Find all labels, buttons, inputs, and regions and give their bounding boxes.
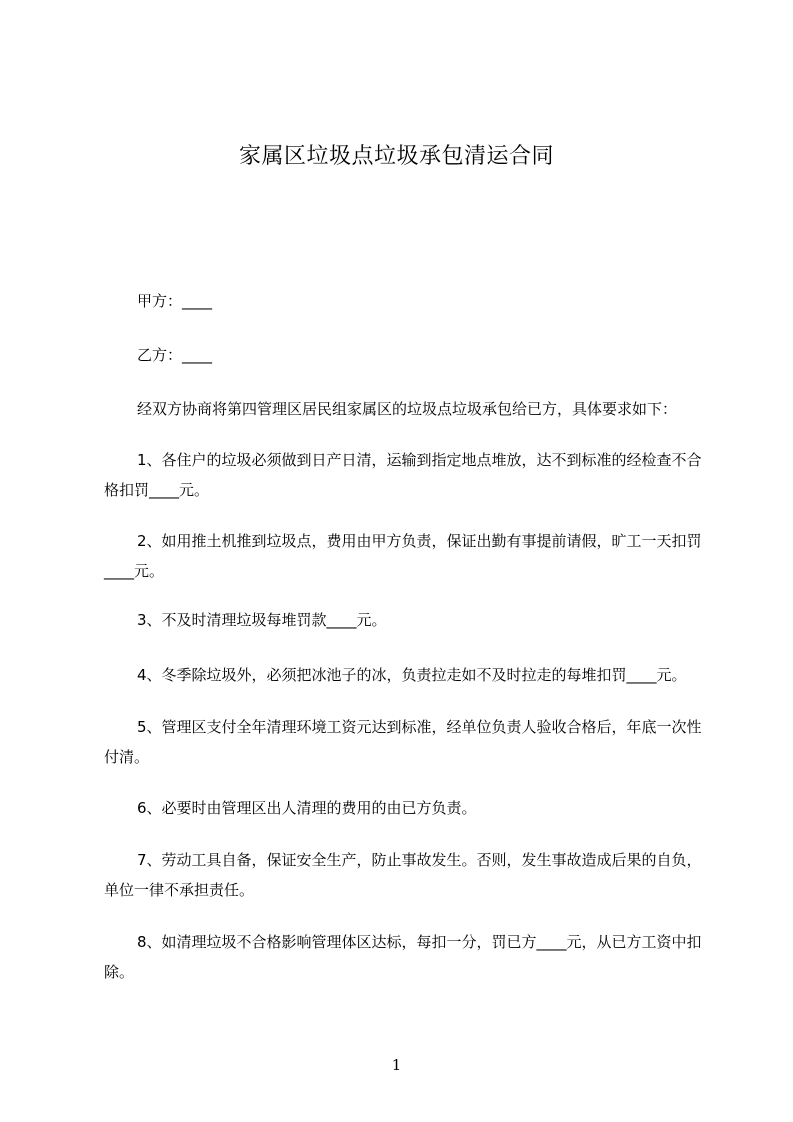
page-number: 1 (391, 1056, 402, 1074)
clause-8: 8、如清理垃圾不合格影响管理体区达标，每扣一分，罚已方____元，从已方工资中扣除。 (104, 933, 702, 981)
intro-paragraph: 经双方协商将第四管理区居民组家属区的垃圾点垃圾承包给已方，具体要求如下： (137, 400, 678, 418)
clause-7: 7、劳动工具自备，保证安全生产，防止事故发生。否则，发生事故造成后果的自负，单位一律不承担责任。 (104, 851, 702, 899)
party-a-line: 甲方：____ (137, 292, 213, 310)
clause-6: 6、必要时由管理区出人清理的费用的由已方负责。 (137, 799, 477, 817)
clause-4: 4、冬季除垃圾外，必须把冰池子的冰，负责拉走如不及时拉走的每堆扣罚____元。 (137, 666, 687, 684)
clause-2: 2、如用推土机推到垃圾点，费用由甲方负责，保证出勤有事提前请假，旷工一天扣罚____元。 (104, 532, 702, 580)
party-b-line: 乙方：____ (137, 346, 213, 364)
clause-5: 5、管理区支付全年清理环境工资元达到标准，经单位负责人验收合格后，年底一次性付清。 (104, 718, 702, 766)
clause-3: 3、不及时清理垃圾每堆罚款____元。 (137, 611, 387, 629)
clause-1: 1、各住户的垃圾必须做到日产日清，运输到指定地点堆放，达不到标准的经检查不合格扣罚____元。 (104, 451, 702, 499)
document-title: 家属区垃圾点垃圾承包清运合同 (238, 144, 554, 169)
